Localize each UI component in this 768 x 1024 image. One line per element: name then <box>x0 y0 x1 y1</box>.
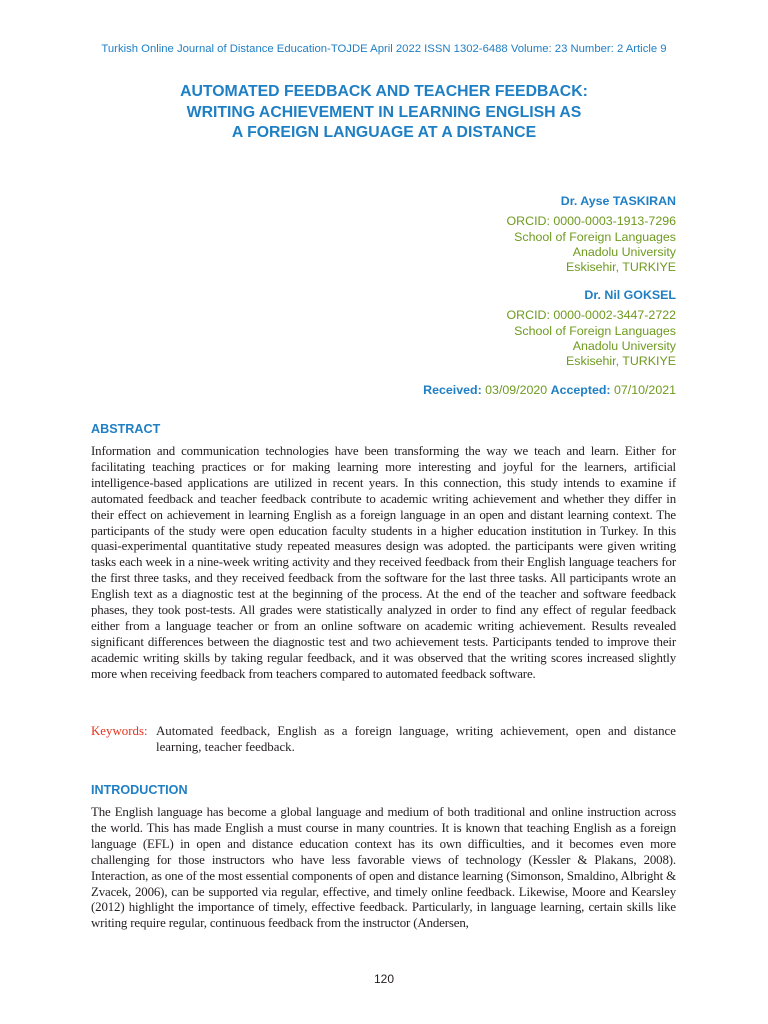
author-location: Eskisehir, TURKIYE <box>566 260 676 275</box>
introduction-text: The English language has become a global language and medium of both traditional and online instruction across the world. This has made English a must course in many countries. It is known that teaching English as a foreign language (EFL) in open and distance education context has its own difficulties, and it becomes even more challenging for those instructors who have less favorable views of technology (Kessler & Plakans, 2008). Interaction, as one of the most essential components of open and distance learning (Simonson, Smaldino, Albright & Zvacek, 2006), can be supported via regular, effective, and timely online feedback. Likewise, Moore and Kearsley (2012) highlight the importance of timely, effective feedback. Particularly, in language learning, certain skills like writing require regular, continuous feedback from the instructor (Andersen, <box>91 805 676 931</box>
title-line: WRITING ACHIEVEMENT IN LEARNING ENGLISH AS <box>186 103 582 121</box>
paper-title <box>0 82 768 144</box>
page-number: 120 <box>373 972 395 986</box>
submission-dates <box>300 383 676 397</box>
received-label: Received: <box>423 383 482 397</box>
title-line: AUTOMATED FEEDBACK AND TEACHER FEEDBACK: <box>180 83 588 100</box>
author-block-2 <box>380 288 676 369</box>
keywords-label: Keywords: <box>91 724 148 738</box>
accepted-label: Accepted: <box>550 383 611 397</box>
author-orcid: ORCID: 0000-0003-1913-7296 <box>506 214 676 229</box>
accepted-date: 07/10/2021 <box>613 383 676 397</box>
author-university: Anadolu University <box>572 244 676 259</box>
keywords <box>91 724 676 756</box>
abstract-text: Information and communication technologies have been transforming the way we teach and learn. Either for facilitating teaching practices or for making learning more interesting and joyful for the learners, artificial intelligence-based applications are utilized in recent years. In this connection, this study intends to examine if automated feedback and teacher feedback contribute to academic writing achievement and whether they differ in their effect on achievement in learning English as a foreign language in an open and distant learning context. The participants of the study were open education faculty students in a higher education institution in Turkey. In this quasi-experimental quantitative study repeated measures design was adopted. the participants were given writing tasks each week in a nine-week writing activity and they received feedback from their English language teachers for the first three tasks, and they received feedback from the software for the last three tasks. All participants wrote an English text as a diagnostic test at the beginning of the process. At the end of the teacher and software feedback phases, they took post-tests. All grades were statistically analyzed in order to find any effect of regular feedback either from a language teacher or from an online software on academic writing achievement. Results revealed significant differences between the diagnostic test and two achievement tests. Participants tended to improve their academic writing skills by taking regular feedback, and it was observed that the writing scores increased slightly more when receiving feedback from teachers compared to automated feedback software. <box>91 444 676 681</box>
received-date: 03/09/2020 <box>485 383 548 397</box>
author-name: Dr. Ayse TASKIRAN <box>560 194 676 208</box>
author-university: Anadolu University <box>572 338 676 353</box>
keywords-text: Automated feedback, English as a foreign language, writing achievement, open and distance learning, teacher feedback. <box>156 724 676 754</box>
author-name: Dr. Nil GOKSEL <box>584 288 676 302</box>
title-line: A FOREIGN LANGUAGE AT A DISTANCE <box>231 124 537 141</box>
author-school: School of Foreign Languages <box>514 229 676 244</box>
introduction-heading: INTRODUCTION <box>91 783 188 797</box>
author-block-1 <box>380 194 676 275</box>
author-orcid: ORCID: 0000-0002-3447-2722 <box>506 308 676 323</box>
running-head: Turkish Online Journal of Distance Education-TOJDE April 2022 ISSN 1302-6488 Volume: 23 Number: 2 Article 9 <box>101 43 667 55</box>
author-school: School of Foreign Languages <box>514 323 676 338</box>
author-location: Eskisehir, TURKIYE <box>566 354 676 369</box>
abstract-heading: ABSTRACT <box>91 422 161 436</box>
